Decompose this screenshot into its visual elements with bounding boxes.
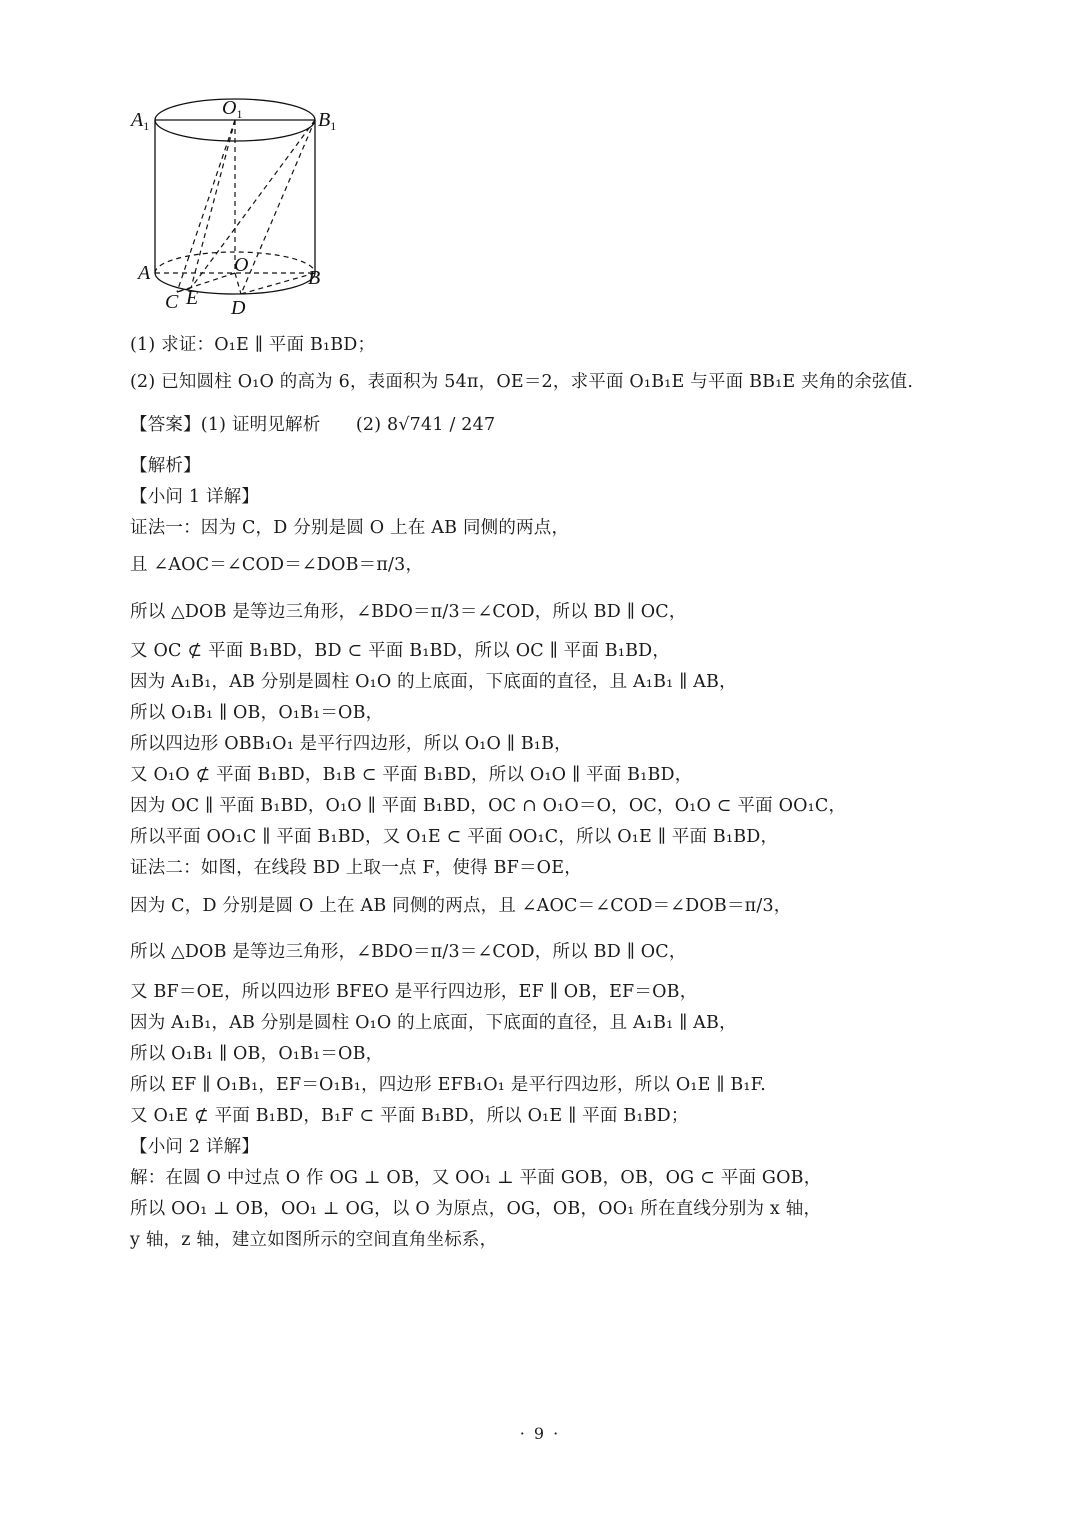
label-b: B [308,267,321,289]
solution-2-line-3: y 轴，z 轴，建立如图所示的空间直角坐标系， [130,1230,498,1250]
solution-2-line-2: 所以 OO₁ ⊥ OB，OO₁ ⊥ OG，以 O 为原点，OG，OB，OO₁ 所在直线分别为 x 轴， [130,1199,822,1219]
cylinder-figure [125,88,355,328]
proof-1-line-6: 所以 O₁B₁ ∥ OB，O₁B₁＝OB， [130,703,384,723]
question-2: (2) 已知圆柱 O₁O 的高为 6，表面积为 54π，OE＝2，求平面 O₁B₁E 与平面 BB₁E 夹角的余弦值. [130,372,914,392]
analysis-heading: 【解析】 [130,456,201,476]
label-a: A [138,262,151,284]
proof-1-line-5: 因为 A₁B₁，AB 分别是圆柱 O₁O 的上底面，下底面的直径，且 A₁B₁ ∥ AB， [130,672,737,692]
proof-1-line-8: 又 O₁O ⊄ 平面 B₁BD，B₁B ⊂ 平面 B₁BD，所以 O₁O ∥ 平面 B₁BD， [130,765,693,785]
proof-2-line-5: 因为 A₁B₁，AB 分别是圆柱 O₁O 的上底面，下底面的直径，且 A₁B₁ ∥ AB， [130,1013,737,1033]
proof-1-line-3: 所以 △DOB 是等边三角形，∠BDO＝π/3＝∠COD，所以 BD ∥ OC， [130,602,687,622]
sub-question-1-heading: 【小问 1 详解】 [130,487,260,507]
proof-2-line-7: 所以 EF ∥ O₁B₁，EF＝O₁B₁，四边形 EFB₁O₁ 是平行四边形，所以 O₁E ∥ B₁F. [130,1075,767,1095]
label-o: O [234,254,249,276]
page-number: · 9 · [519,1424,561,1443]
proof-1-line-4: 又 OC ⊄ 平面 B₁BD，BD ⊂ 平面 B₁BD，所以 OC ∥ 平面 B₁BD， [130,641,671,661]
segment-o1-e [191,120,235,288]
label-o1: $O_1$ [222,97,243,121]
proof-2-line-2: 因为 C，D 分别是圆 O 上在 AB 同侧的两点，且 ∠AOC＝∠COD＝∠DOB＝π/3， [130,896,792,916]
proof-2-line-6: 所以 O₁B₁ ∥ OB，O₁B₁＝OB， [130,1044,384,1064]
proof-1-line-7: 所以四边形 OBB₁O₁ 是平行四边形，所以 O₁O ∥ B₁B， [130,734,572,754]
proof-2-line-4: 又 BF＝OE，所以四边形 BFEO 是平行四边形，EF ∥ OB，EF＝OB， [130,982,698,1002]
label-d: D [231,297,246,319]
cylinder-diagram [125,88,355,328]
segment-o1-c [177,120,235,292]
proof-1-line-9: 因为 OC ∥ 平面 B₁BD，O₁O ∥ 平面 B₁BD，OC ∩ O₁O＝O，OC，O₁O ⊂ 平面 OO₁C， [130,796,847,816]
sub-question-2-heading: 【小问 2 详解】 [130,1137,260,1157]
proof-2-line-1: 证法二：如图，在线段 BD 上取一点 F，使得 BF＝OE， [130,858,582,878]
label-e: E [186,287,199,309]
proof-1-line-1: 证法一：因为 C，D 分别是圆 O 上在 AB 同侧的两点， [130,518,570,538]
proof-1-line-10: 所以平面 OO₁C ∥ 平面 B₁BD，又 O₁E ⊂ 平面 OO₁C，所以 O₁E ∥ 平面 B₁BD， [130,827,779,847]
solution-2-line-1: 解：在圆 O 中过点 O 作 OG ⊥ OB，又 OO₁ ⊥ 平面 GOB，OB，OG ⊂ 平面 GOB， [130,1168,822,1188]
label-b1: $B_1$ [318,109,337,133]
proof-1-line-2: 且 ∠AOC＝∠COD＝∠DOB＝π/3， [130,555,424,575]
segment-o-d [235,273,241,294]
proof-2-line-3: 所以 △DOB 是等边三角形，∠BDO＝π/3＝∠COD，所以 BD ∥ OC， [130,942,687,962]
label-c: C [165,291,179,313]
proof-2-line-8: 又 O₁E ⊄ 平面 B₁BD，B₁F ⊂ 平面 B₁BD，所以 O₁E ∥ 平面 B₁BD； [130,1106,689,1126]
segment-b1-e [191,120,315,288]
segment-b1-d [241,120,315,294]
answer-line: 【答案】(1) 证明见解析 (2) 8√741 / 247 [130,415,496,435]
label-a1: $A_1$ [131,109,150,133]
question-1: (1) 求证：O₁E ∥ 平面 B₁BD； [130,335,376,355]
